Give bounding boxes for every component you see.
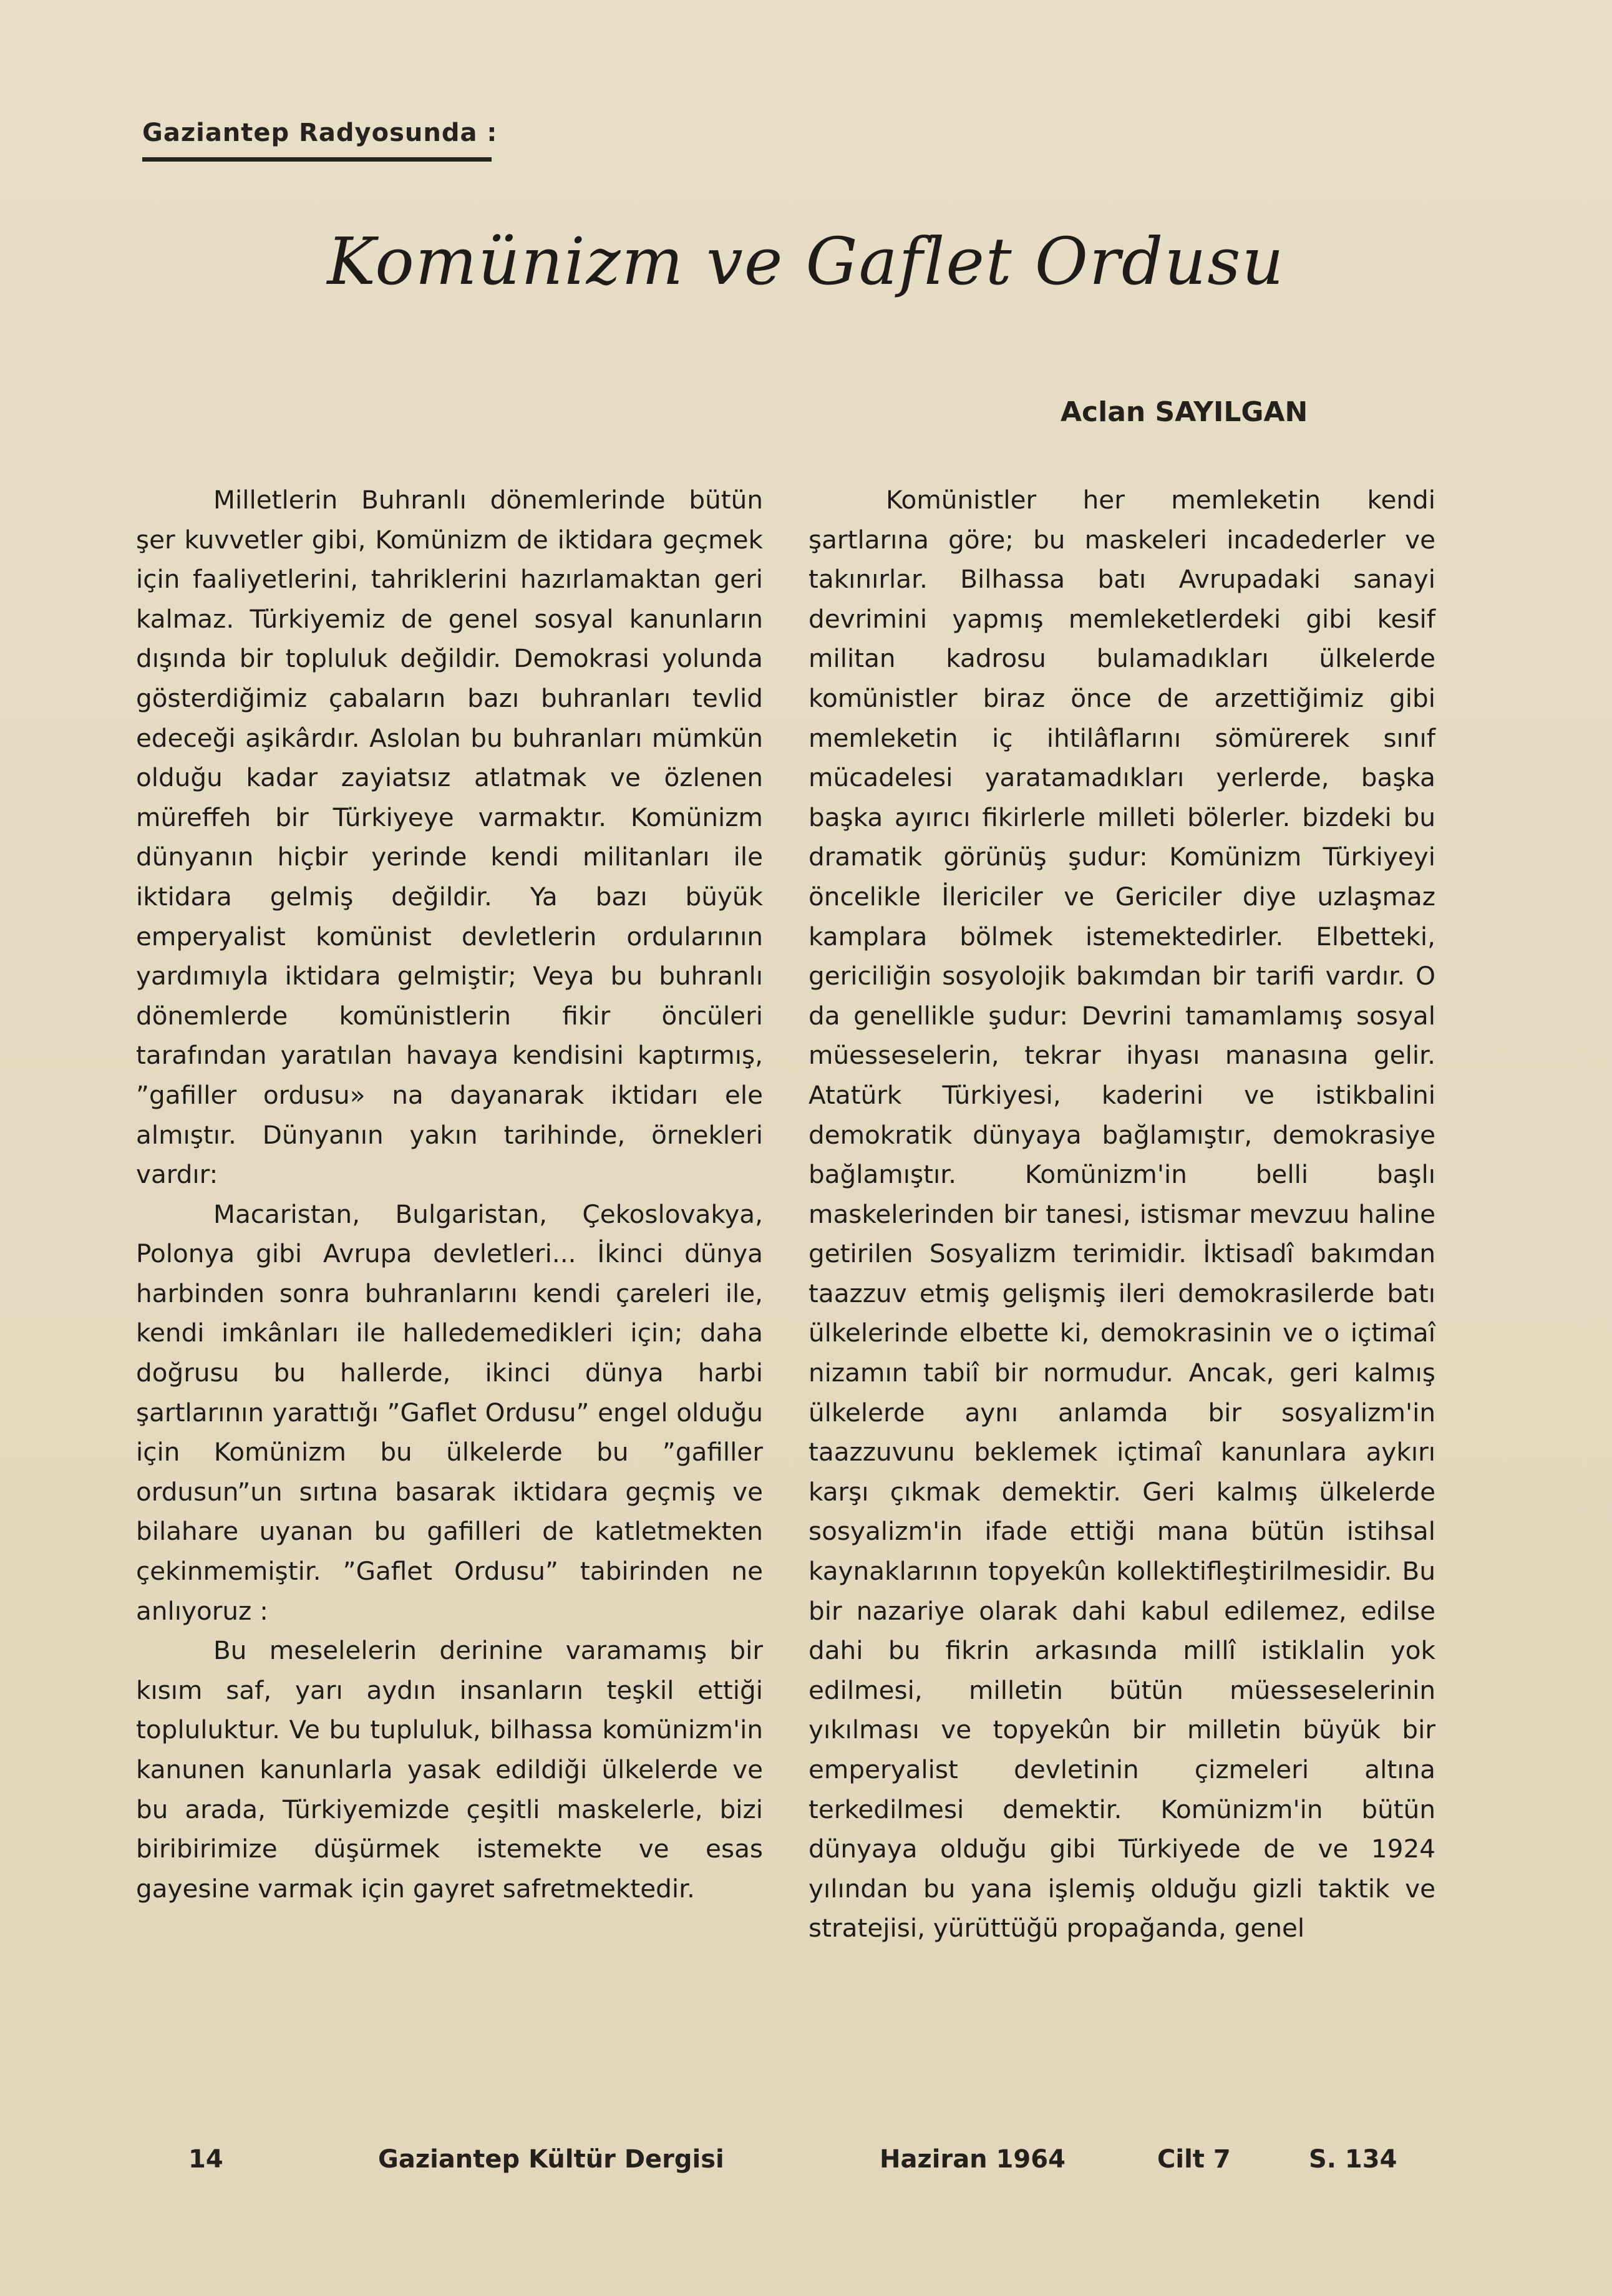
left-column [136,480,763,1909]
section-label: Gaziantep Radyosunda : [142,119,498,147]
paragraph: Komünistler her memleketin kendi şartlarına göre; bu maskeleri incadederler ve takınırlar. Bilhassa batı Avrupadaki sanayi devrimini yapmış memleketlerdeki gibi kesif militan kadrosu bulamadıkları ülkelerde komünistler biraz önce de arzettiğimiz gibi memleketin iç ihtilâflarını sömürerek sınıf mücadelesi yaratamadıkları yerlerde, başka başka ayırıcı fikirlerle milleti bölerler. bizdeki bu dramatik görünüş şudur: Komünizm Türkiyeyi öncelikle İlericiler ve Gericiler diye uzlaşmaz kamplara bölmek istemektedirler. Elbetteki, gericiliğin sosyolojik bakımdan bir tarifi vardır. O da genellikle şudur: Devrini tamamlamış sosyal müesseselerin, tekrar ihyası manasına gelir. Atatürk Türkiyesi, kaderini ve istikbalini demokratik dünyaya bağlamıştır, demokrasiye bağlamıştır. Komünizm'in belli başlı maskelerinden bir tanesi, istismar mevzuu haline getirilen Sosyalizm terimidir. İktisadî bakımdan taazzuv etmiş gelişmiş ileri demokrasilerde batı ülkelerinde elbette ki, demokrasinin ve o içtimaî nizamın tabiî bir normudur. Ancak, geri kalmış ülkelerde aynı anlamda bir sosyalizm'in taazzuvunu beklemek içtimaî kanunlara aykırı karşı çıkmak demektir. Geri kalmış ülkelerde sosyalizm'in ifade ettiği mana bütün istihsal kaynaklarının topyekûn kollektifleştirilmesidir. Bu bir nazariye olarak dahi kabul edilemez, edilse dahi bu fikrin arkasında millî istiklalin yok edilmesi, milletin bütün müesseselerinin yıkılması ve topyekûn bir milletin büyük bir emperyalist devletinin çizmeleri altına terkedilmesi demektir. Komünizm'in bütün dünyaya olduğu gibi Türkiyede de ve 1924 yılından bu yana işlemiş olduğu gizli taktik ve stratejisi, yürüttüğü propağanda, genel [808,485,1435,1943]
author-name: Aclan SAYILGAN [1061,396,1308,428]
section-underline [142,157,492,162]
paragraph: Bu meselelerin derinine varamamış bir kısım saf, yarı aydın insanların teşkil ettiği topluluktur. Ve bu tupluluk, bilhassa komünizm'in kanunen kanunlarla yasak edildiği ülkelerde ve bu arada, Türkiyemizde çeşitli maskelerle, bizi biribirimize düşürmek istemekte ve esas gayesine varmak için gayret safretmektedir. [136,1635,763,1904]
footer-page-number: 14 [188,2145,223,2174]
footer-journal-name: Gaziantep Kültür Dergisi [378,2145,724,2174]
article-title: Komünizm ve Gaflet Ordusu [327,223,1285,299]
paragraph: Macaristan, Bulgaristan, Çekoslovakya, Polonya gibi Avrupa devletleri... İkinci dünya harbinden sonra buhranlarını kendi çareleri ile, kendi imkânları ile halledemedikleri için; daha doğrusu bu hallerde, ikinci dünya harbi şartlarının yarattığı ”Gaflet Ordusu” engel olduğu için Komünizm bu ülkelerde bu ”gafiller ordusun”un sırtına basarak iktidara geçmiş ve bilahare uyanan bu gafilleri de katletmekten çekinmemiştir. ”Gaflet Ordusu” tabirinden ne anlıyoruz : [136,1199,763,1626]
paragraph: Milletlerin Buhranlı dönemlerinde bütün şer kuvvetler gibi, Komünizm de iktidara geçmek için faaliyetlerini, tahriklerini hazırlamaktan geri kalmaz. Türkiyemiz de genel sosyal kanunların dışında bir topluluk değildir. Demokrasi yolunda gösterdiğimiz çabaların bazı buhranları tevlid edeceği aşikârdır. Aslolan bu buhranları mümkün olduğu kadar zayiatsız atlatmak ve özlenen müreffeh bir Türkiyeye varmaktır. Komünizm dünyanın hiçbir yerinde kendi militanları ile iktidara gelmiş değildir. Ya bazı büyük emperyalist komünist devletlerin ordularının yardımıyla iktidara gelmiştir; Veya bu buhranlı dönemlerde komünistlerin fikir öncüleri tarafından yaratılan havaya kendisini kaptırmış, ”gafiller ordusu» na dayanarak iktidarı ele almıştır. Dünyanın yakın tarihinde, örnekleri vardır: [136,485,763,1190]
footer-date: Haziran 1964 [880,2145,1066,2174]
footer-volume: Cilt 7 [1157,2145,1231,2174]
right-column [808,480,1435,1948]
footer-issue: S. 134 [1309,2145,1397,2174]
